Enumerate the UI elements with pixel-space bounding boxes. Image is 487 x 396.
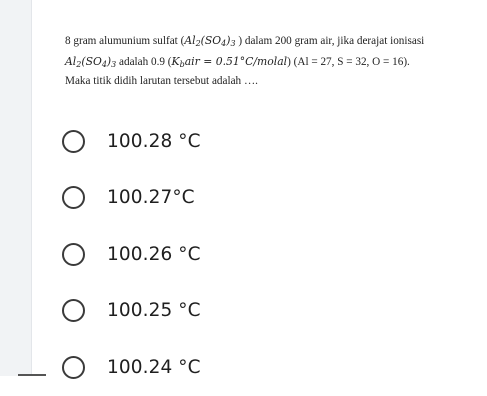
- radio-button-icon[interactable]: [62, 243, 85, 266]
- formula-subscript: 4: [221, 39, 227, 48]
- formula-aluminium-sulfate: [184, 34, 235, 47]
- answer-option-b[interactable]: [62, 170, 462, 227]
- formula-aluminium-sulfate: [65, 55, 116, 68]
- radio-button-icon[interactable]: [62, 186, 85, 209]
- formula-subscript: 4: [101, 59, 107, 69]
- question-line-2: [65, 52, 473, 73]
- answer-option-e[interactable]: [62, 339, 462, 396]
- question-text: [65, 31, 473, 92]
- formula-subscript: 2: [76, 59, 82, 69]
- left-panel-edge: [0, 0, 32, 376]
- radio-button-icon[interactable]: [62, 130, 85, 153]
- answer-option-label: 100.24 °C: [107, 356, 201, 378]
- formula-part: K: [171, 54, 180, 68]
- formula-part: (SO: [200, 34, 222, 47]
- answer-option-label: 100.26 °C: [107, 243, 201, 265]
- question-text-segment: ) (Al = 27, S = 32, O = 16).: [287, 55, 410, 68]
- formula-subscript: 3: [111, 59, 117, 69]
- question-line-1: [65, 31, 473, 52]
- formula-kb: [172, 55, 288, 68]
- formula-part: Al: [184, 34, 196, 47]
- formula-part: Al: [65, 54, 77, 68]
- question-text-segment: ) dalam 200 gram air, jika derajat ionisasi: [235, 35, 425, 47]
- formula-subscript: 3: [230, 39, 236, 48]
- answer-options: [62, 113, 462, 396]
- formula-part: ): [106, 54, 112, 68]
- formula-part: ): [226, 34, 231, 47]
- answer-option-label: 100.25 °C: [107, 300, 201, 322]
- answer-option-c[interactable]: [62, 226, 462, 283]
- answer-option-a[interactable]: [62, 113, 462, 170]
- radio-button-icon[interactable]: [62, 299, 85, 322]
- formula-part: air = 0.51°C/molal: [184, 54, 288, 68]
- question-line-3: Maka titik didih larutan tersebut adalah ….: [65, 75, 258, 87]
- answer-option-d[interactable]: [62, 283, 462, 340]
- radio-button-icon[interactable]: [62, 356, 85, 379]
- answer-option-label: 100.27°C: [107, 187, 195, 209]
- question-text-segment: adalah 0.9 (: [116, 55, 172, 68]
- answer-option-label: 100.28 °C: [107, 130, 201, 152]
- question-text-segment: 8 gram alumunium sulfat (: [65, 35, 185, 47]
- formula-subscript: b: [179, 59, 185, 69]
- formula-subscript: 2: [195, 39, 201, 48]
- formula-part: (SO: [81, 54, 102, 68]
